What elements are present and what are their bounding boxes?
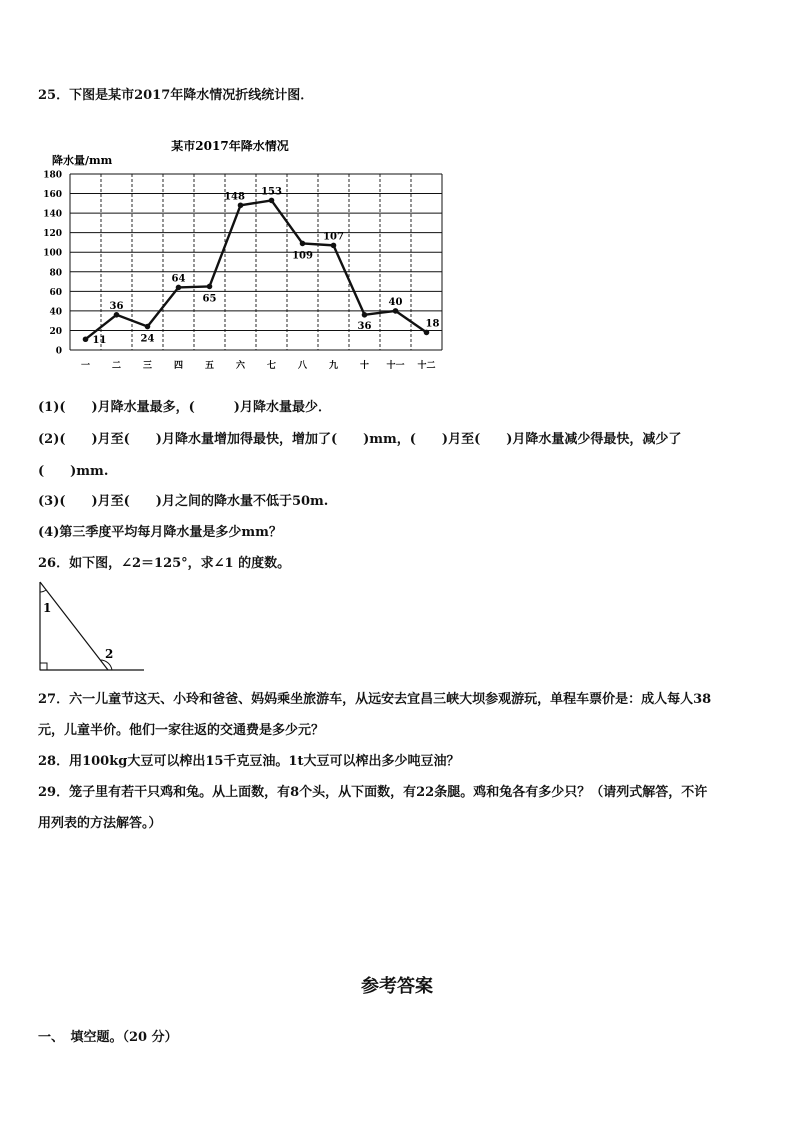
rainfall-line-chart: [30, 140, 470, 380]
data-point: [331, 243, 337, 249]
data-label: 64: [171, 273, 186, 285]
data-point: [207, 284, 213, 290]
x-tick-label: 五: [204, 361, 215, 371]
answers-section1: 一、 填空题。（20 分）: [38, 1030, 178, 1045]
data-point: [114, 312, 120, 318]
q25-sub2b: ( )mm.: [38, 464, 109, 479]
right-triangle-diagram: [36, 578, 146, 674]
q25-sub4: (4)第三季度平均每月降水量是多少mm？: [38, 525, 282, 540]
q25-title: 25．下图是某市2017年降水情况折线统计图．: [38, 88, 314, 103]
q26-text: 26．如下图，∠2＝125°，求∠1 的度数。: [38, 556, 291, 571]
q25-sub1: (1)( )月降水量最多，( )月降水量最少．: [38, 400, 331, 415]
x-tick-label: 九: [328, 361, 339, 371]
q27-line1: 27．六一儿童节这天、小玲和爸爸、妈妈乘坐旅游车，从远安去宜昌三峡大坝参观游玩，单程车票价是：成人每人38: [38, 692, 712, 707]
data-point: [238, 202, 244, 208]
x-tick-label: 八: [297, 361, 308, 371]
data-point: [393, 308, 399, 314]
y-tick-label: 20: [49, 326, 62, 337]
data-point: [424, 330, 430, 336]
y-tick-label: 140: [43, 209, 62, 220]
data-label: 65: [202, 293, 217, 305]
data-point: [362, 312, 368, 318]
y-tick-label: 40: [49, 307, 62, 318]
data-label: 40: [388, 296, 403, 308]
q25-sub3: (3)( )月至( )月之间的降水量不低于50m.: [38, 494, 329, 509]
data-label: 11: [92, 335, 107, 347]
q25-sub2a: (2)( )月至( )月降水量增加得最快，增加了( )mm，( )月至( )月降水量减少得最快，减少了: [38, 432, 682, 447]
data-label: 107: [323, 231, 344, 243]
data-label: 18: [425, 318, 440, 330]
y-tick-label: 100: [43, 248, 62, 259]
x-tick-label: 四: [173, 361, 184, 371]
y-tick-label: 180: [43, 170, 62, 181]
data-label: 36: [109, 300, 124, 312]
data-label: 109: [292, 250, 313, 262]
data-point: [83, 336, 89, 342]
data-point: [269, 198, 275, 204]
y-tick-label: 120: [43, 229, 62, 240]
q28-text: 28．用100kg大豆可以榨出15千克豆油。1t大豆可以榨出多少吨豆油？: [38, 754, 460, 769]
x-tick-label: 十: [359, 361, 370, 371]
y-axis-label: 降水量/mm: [52, 154, 113, 167]
data-label: 148: [224, 191, 245, 203]
angle-1-label: 1: [43, 601, 52, 615]
x-tick-label: 六: [235, 361, 246, 371]
angle-2-label: 2: [105, 647, 114, 661]
data-label: 24: [140, 333, 155, 345]
data-point: [176, 285, 182, 291]
y-tick-label: 0: [55, 346, 62, 357]
x-tick-label: 三: [142, 361, 153, 371]
q27-line2: 元，儿童半价。他们一家往返的交通费是多少元？: [38, 723, 325, 738]
x-tick-label: 七: [266, 361, 277, 371]
x-tick-label: 一: [80, 361, 91, 371]
chart-title: 某市2017年降水情况: [171, 140, 289, 153]
x-tick-label: 十一: [386, 361, 405, 371]
q29-line1: 29．笼子里有若干只鸡和兔。从上面数，有8个头，从下面数，有22条腿。鸡和兔各有多少只？（请列式解答，不许: [38, 785, 708, 800]
x-tick-label: 十二: [417, 361, 436, 371]
q29-line2: 用列表的方法解答。）: [38, 816, 162, 831]
data-point: [145, 324, 151, 330]
y-tick-label: 160: [43, 190, 62, 201]
data-label: 36: [357, 320, 372, 332]
y-tick-label: 80: [49, 268, 62, 279]
data-label: 153: [261, 186, 282, 198]
answers-heading: 参考答案: [361, 976, 433, 997]
data-point: [300, 241, 306, 247]
y-tick-label: 60: [49, 287, 62, 298]
x-tick-label: 二: [111, 361, 122, 371]
